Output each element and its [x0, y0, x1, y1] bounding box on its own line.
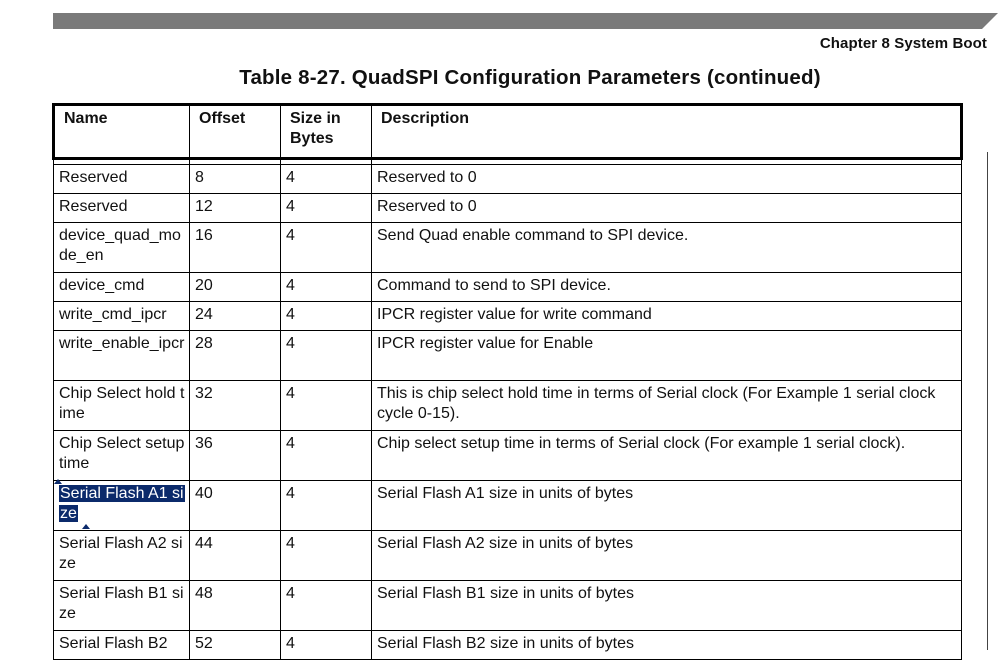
- table-row: [54, 273, 962, 302]
- cell-offset[interactable]: 36: [190, 431, 281, 481]
- cell-description[interactable]: IPCR register value for write command: [372, 302, 962, 331]
- cell-name[interactable]: Reserved: [54, 194, 190, 223]
- table-row: [54, 581, 962, 631]
- cell-name[interactable]: write_cmd_ipcr: [54, 302, 190, 331]
- cell-description[interactable]: Chip select setup time in terms of Serial clock (For example 1 serial clock).: [372, 431, 962, 481]
- parameters-table: [52, 103, 963, 660]
- selected-text[interactable]: Serial Flash A1 size: [60, 485, 184, 522]
- cell-description[interactable]: Serial Flash B1 size in units of bytes: [372, 581, 962, 631]
- table-row: [54, 194, 962, 223]
- table-row: [54, 302, 962, 331]
- table-row: [54, 381, 962, 431]
- cell-size[interactable]: 4: [281, 481, 372, 531]
- cell-name[interactable]: Chip Select setup time: [54, 431, 190, 481]
- table-row: [54, 165, 962, 194]
- page-edge-rule: [987, 152, 988, 650]
- cell-offset[interactable]: 24: [190, 302, 281, 331]
- cell-size[interactable]: 4: [281, 331, 372, 381]
- cell-size[interactable]: 4: [281, 531, 372, 581]
- cell-name[interactable]: [54, 481, 190, 531]
- cell-offset[interactable]: 44: [190, 531, 281, 581]
- cell-offset[interactable]: 48: [190, 581, 281, 631]
- cell-offset[interactable]: 28: [190, 331, 281, 381]
- cell-description[interactable]: Serial Flash B2 size in units of bytes: [372, 631, 962, 660]
- cell-name[interactable]: Serial Flash B1 size: [54, 581, 190, 631]
- table-row: [54, 631, 962, 660]
- cell-offset[interactable]: 52: [190, 631, 281, 660]
- table-title: Table 8-27. QuadSPI Configuration Parameters (continued): [239, 66, 821, 89]
- table-row: [54, 481, 962, 531]
- selection-start-handle[interactable]: [54, 479, 62, 484]
- cell-description[interactable]: Reserved to 0: [372, 194, 962, 223]
- cell-size[interactable]: 4: [281, 381, 372, 431]
- cell-size[interactable]: 4: [281, 273, 372, 302]
- cell-name[interactable]: device_cmd: [54, 273, 190, 302]
- cell-offset[interactable]: 32: [190, 381, 281, 431]
- cell-size[interactable]: 4: [281, 631, 372, 660]
- table-row: [54, 531, 962, 581]
- cell-offset[interactable]: 8: [190, 165, 281, 194]
- cell-size[interactable]: 4: [281, 581, 372, 631]
- cell-name[interactable]: Serial Flash A2 size: [54, 531, 190, 581]
- cell-description[interactable]: IPCR register value for Enable: [372, 331, 962, 381]
- cell-name[interactable]: write_enable_ipcr: [54, 331, 190, 381]
- chapter-header: Chapter 8 System Boot: [819, 35, 987, 52]
- cell-description[interactable]: Reserved to 0: [372, 165, 962, 194]
- cell-description[interactable]: This is chip select hold time in terms of Serial clock (For Example 1 serial clock cycle 0-15).: [372, 381, 962, 431]
- parameters-table-container: [52, 103, 963, 660]
- cell-offset[interactable]: 40: [190, 481, 281, 531]
- table-header-row: [54, 105, 962, 159]
- cell-size[interactable]: 4: [281, 194, 372, 223]
- cell-description[interactable]: Serial Flash A1 size in units of bytes: [372, 481, 962, 531]
- cell-offset[interactable]: 12: [190, 194, 281, 223]
- cell-description[interactable]: Command to send to SPI device.: [372, 273, 962, 302]
- table-row: [54, 431, 962, 481]
- header-description: Description: [372, 105, 962, 159]
- header-size: Size in Bytes: [281, 105, 372, 159]
- cell-name[interactable]: Reserved: [54, 165, 190, 194]
- cell-offset[interactable]: 16: [190, 223, 281, 273]
- cell-description[interactable]: Serial Flash A2 size in units of bytes: [372, 531, 962, 581]
- header-offset: Offset: [190, 105, 281, 159]
- cell-name[interactable]: Serial Flash B2: [54, 631, 190, 660]
- header-bar: [53, 13, 998, 29]
- header-name: Name: [54, 105, 190, 159]
- table-row: [54, 223, 962, 273]
- cell-description[interactable]: Send Quad enable command to SPI device.: [372, 223, 962, 273]
- cell-size[interactable]: 4: [281, 223, 372, 273]
- cell-name[interactable]: Chip Select hold time: [54, 381, 190, 431]
- selection-end-handle[interactable]: [82, 524, 90, 529]
- cell-size[interactable]: 4: [281, 302, 372, 331]
- table-row: [54, 331, 962, 381]
- cell-size[interactable]: 4: [281, 165, 372, 194]
- cell-size[interactable]: 4: [281, 431, 372, 481]
- cell-name[interactable]: device_quad_mode_en: [54, 223, 190, 273]
- cell-offset[interactable]: 20: [190, 273, 281, 302]
- table-body: [54, 159, 962, 660]
